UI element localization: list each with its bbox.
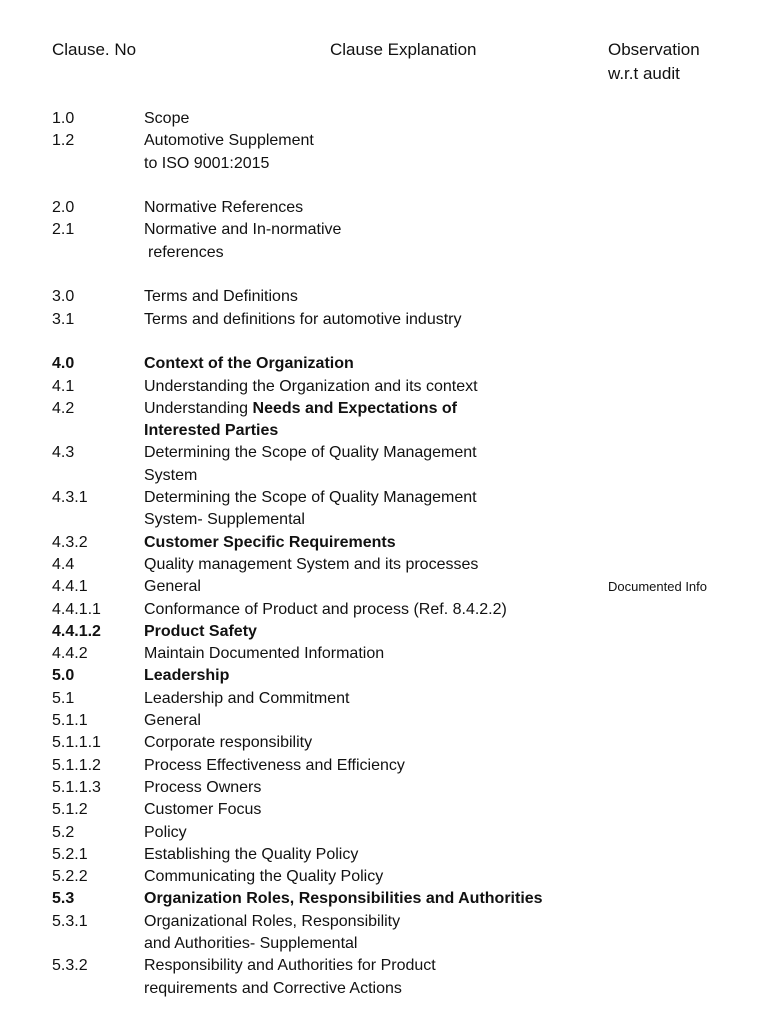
row-spacer [0, 331, 768, 353]
clause-text-line: Process Owners [144, 778, 262, 796]
clause-row [0, 710, 768, 732]
clause-row [0, 442, 768, 487]
clause-row [0, 732, 768, 754]
clause-text-line: Quality management System and its processes [144, 555, 479, 573]
clause-number: 4.4.1.1 [52, 600, 101, 618]
clause-text-line: Responsibility and Authorities for Product [144, 957, 436, 975]
clause-text [144, 353, 584, 375]
clause-number: 4.4 [52, 555, 75, 573]
clause-number: 2.1 [52, 221, 75, 239]
clause-text-line: Determining the Scope of Quality Management [144, 444, 477, 462]
clause-row [0, 219, 768, 264]
header-observation [608, 38, 758, 86]
clause-text-line: Understanding Needs and Expectations of [144, 399, 458, 417]
clause-row [0, 822, 768, 844]
clause-text [144, 309, 584, 331]
clause-text [144, 398, 584, 443]
clause-text-line: Terms and definitions for automotive industry [144, 310, 462, 328]
clause-text-line: Scope [144, 110, 190, 127]
clause-number: 4.3.2 [52, 533, 88, 551]
clause-number: 4.2 [52, 399, 75, 417]
clause-row [0, 844, 768, 866]
clause-row [0, 286, 768, 308]
clause-number: 5.1.2 [52, 801, 88, 819]
table-header [0, 38, 768, 98]
clause-text [144, 376, 584, 398]
clause-text [144, 219, 584, 264]
clause-row [0, 130, 768, 175]
clause-number: 4.0 [52, 355, 75, 373]
clause-number: 3.1 [52, 310, 75, 328]
clause-text-line: and Authorities- Supplemental [144, 934, 358, 952]
clause-number: 4.4.1.2 [52, 622, 101, 640]
clause-text-line: Communicating the Quality Policy [144, 868, 384, 886]
clause-text [144, 888, 584, 910]
clause-text [144, 732, 584, 754]
clause-text [144, 710, 584, 732]
clause-text-line: Conformance of Product and process (Ref. 8.4.2.2) [144, 600, 507, 618]
clause-number: 2.0 [52, 199, 75, 217]
clause-text [144, 643, 584, 665]
clause-number: 5.1.1.2 [52, 756, 101, 774]
clause-text [144, 665, 584, 687]
clause-row [0, 755, 768, 777]
clause-text-line: Corporate responsibility [144, 734, 313, 752]
clause-text-line: Normative and In-normative [144, 221, 342, 239]
clause-text-line: requirements and Corrective Actions [144, 979, 402, 997]
clause-text-line: General [144, 578, 201, 596]
clause-text-line: Product Safety [144, 622, 257, 640]
clause-text-bold: Needs and Expectations of [252, 399, 458, 417]
clause-text-line: Leadership [144, 667, 230, 685]
header-clause-explanation: Clause Explanation [330, 40, 477, 59]
clause-number: 4.3.1 [52, 489, 88, 507]
clause-text [144, 621, 584, 643]
clause-text-line: references [148, 243, 224, 261]
clause-row [0, 799, 768, 821]
clause-row [0, 911, 768, 956]
clause-row [0, 376, 768, 398]
clause-number: 1.0 [52, 110, 75, 127]
clause-row [0, 487, 768, 532]
clause-row [0, 599, 768, 621]
header-observation-line1: Observation [608, 40, 700, 59]
clause-text [144, 822, 584, 844]
header-observation-line2: w.r.t audit [608, 64, 680, 83]
clause-row [0, 777, 768, 799]
clause-text-line: Process Effectiveness and Efficiency [144, 756, 405, 774]
clause-number: 5.2.1 [52, 845, 88, 863]
clause-text [144, 108, 584, 130]
clause-text-line: Customer Focus [144, 801, 262, 819]
clause-text-line: System- Supplemental [144, 511, 305, 529]
clause-text [144, 599, 584, 621]
clause-text [144, 554, 584, 576]
clause-row [0, 621, 768, 643]
clause-number: 5.3.2 [52, 957, 88, 975]
clause-number: 5.1.1.1 [52, 734, 101, 752]
clause-text-line: Understanding the Organization and its context [144, 377, 478, 395]
clause-row [0, 398, 768, 443]
clause-text-line: System [144, 466, 198, 484]
clause-row [0, 576, 768, 598]
clause-row [0, 643, 768, 665]
clause-number: 5.2.2 [52, 868, 88, 886]
clause-row [0, 108, 768, 130]
clause-number: 5.1.1 [52, 712, 88, 730]
clause-text-line: Determining the Scope of Quality Management [144, 489, 477, 507]
clause-text [144, 130, 584, 175]
header-clause-no: Clause. No [52, 40, 137, 59]
clause-text [144, 688, 584, 710]
clause-number: 4.4.2 [52, 645, 88, 663]
clause-text [144, 286, 584, 308]
clause-text-line: General [144, 712, 201, 730]
clause-row [0, 955, 768, 1000]
clause-number: 4.4.1 [52, 578, 88, 596]
row-spacer [0, 175, 768, 197]
clause-number: 5.3 [52, 890, 75, 908]
clause-row [0, 532, 768, 554]
clause-text [144, 755, 584, 777]
observation-note: Documented Info [608, 579, 708, 595]
clause-row [0, 309, 768, 331]
clause-text-line: Normative References [144, 199, 304, 217]
clause-text [144, 799, 584, 821]
clause-number: 5.1 [52, 689, 75, 707]
clause-text [144, 911, 584, 956]
clause-text [144, 197, 584, 219]
clause-text-line: Context of the Organization [144, 355, 354, 373]
clause-text-line: Organization Roles, Responsibilities and Authorities [144, 890, 543, 908]
clause-text-line: Automotive Supplement [144, 132, 314, 150]
clause-text-line: to ISO 9001:2015 [144, 154, 270, 172]
clause-text [144, 532, 584, 554]
clause-number: 5.1.1.3 [52, 778, 101, 796]
clause-text-line: Establishing the Quality Policy [144, 845, 359, 863]
clause-text [144, 866, 584, 888]
clause-row [0, 688, 768, 710]
clause-number: 5.3.1 [52, 912, 88, 930]
clause-number: 4.1 [52, 377, 75, 395]
clause-text-line: Terms and Definitions [144, 288, 298, 306]
clause-text-line: Customer Specific Requirements [144, 533, 396, 551]
clause-list [0, 108, 768, 1000]
clause-text-line: Interested Parties [144, 422, 279, 440]
clause-text [144, 442, 584, 487]
clause-row [0, 197, 768, 219]
clause-number: 1.2 [52, 132, 75, 150]
clause-row [0, 353, 768, 375]
clause-row [0, 665, 768, 687]
clause-text [144, 777, 584, 799]
clause-text [144, 955, 584, 1000]
clause-number: 5.2 [52, 823, 75, 841]
clause-number: 4.3 [52, 444, 75, 462]
clause-text [144, 844, 584, 866]
clause-text [144, 487, 584, 532]
row-spacer [0, 264, 768, 286]
clause-number: 5.0 [52, 667, 75, 685]
clause-text-line: Policy [144, 823, 187, 841]
clause-text-line: Leadership and Commitment [144, 689, 350, 707]
clause-text-line: Organizational Roles, Responsibility [144, 912, 401, 930]
clause-row [0, 554, 768, 576]
clause-number: 3.0 [52, 288, 75, 306]
clause-text [144, 576, 584, 598]
clause-text-line: Maintain Documented Information [144, 645, 385, 663]
clause-row [0, 888, 768, 910]
clause-row [0, 866, 768, 888]
